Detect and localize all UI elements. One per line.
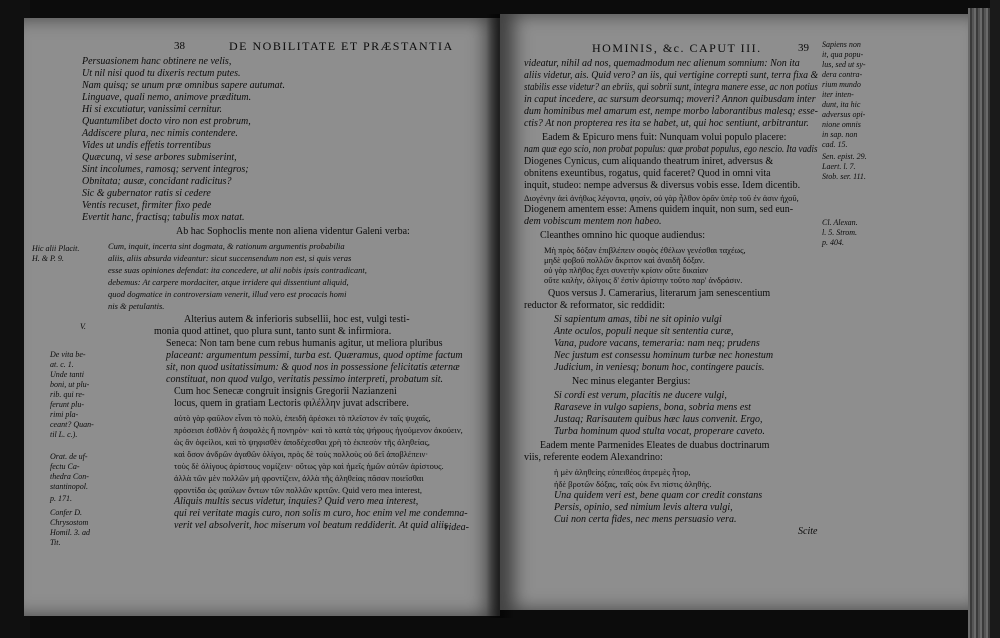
left-running-header: DE NOBILITATE ET PRÆSTANTIA (229, 39, 454, 53)
margin-note: iter inten- (822, 90, 854, 99)
margin-note: V. (80, 322, 86, 331)
margin-note: nione omnis (822, 120, 861, 129)
right-page (500, 14, 968, 610)
scan-right-edge (990, 0, 1000, 638)
text-line: Diogenes Cynicus, cum aliquando theatrum iniret, adversus & (524, 156, 774, 167)
text-line: Si cordi est verum, placitis ne ducere vulgi, (554, 390, 727, 401)
margin-note: at. c. 1. (50, 360, 74, 369)
text-line: in caput incedere, ac sursum deorsumq; moveri? Annon quibusdam inter (524, 94, 816, 105)
text-line: Μὴ πρὸς δόξαν ἐπιβλέπειν σοφὸς ἐθέλων γενέσθαι ταχέως, (544, 245, 746, 255)
margin-note: dera contra- (822, 70, 863, 79)
text-line: qui rei veritate magis curo, non solis m curo, hoc enim vel me condemna- (174, 508, 468, 519)
text-line: Quæcunq, vi sese arbores submiserint, (82, 152, 237, 163)
text-line: constituat, non quod vulgo, veritatis pessimo interpreti, probatum sit. (166, 374, 444, 385)
text-line: Raraseve in vulgo sapiens, bona, sobria mens est (554, 402, 751, 413)
margin-note: cad. 15. (822, 140, 848, 149)
text-line: Seneca: Non tam bene cum rebus humanis agitur, ut meliora pluribus (166, 338, 443, 349)
margin-note: Stob. ser. 111. (822, 172, 866, 181)
margin-note: til L. c.). (50, 430, 78, 439)
margin-note: Confer D. (50, 508, 82, 517)
text-line: αὐτὸ γὰρ φαῦλον εἶναι τὸ πολὺ, ἐπειδὴ ἀρέσκει τὸ πλεῖστον ἐν ταῖς ψυχαῖς, (174, 413, 431, 423)
left-page (24, 18, 500, 616)
margin-note: Chrysostom (50, 518, 89, 527)
text-line: Eadem & Epicuro mens fuit: Nunquam volui populo placere: (542, 132, 787, 143)
margin-note: Orat. de uf- (50, 452, 88, 461)
margin-note: thedra Con- (50, 472, 89, 481)
text-line: ὡς ἂν ὀφείλοι, καὶ τὸ ψηφισθὲν ἀποδέχεσθαι χρὴ τὸ ἐκπεσὸν τῆς ἀληθείας, (174, 437, 430, 447)
text-line: Ventis recuset, firmiter fixo pede (82, 200, 212, 211)
text-line: μηδὲ φοβοῦ πολλῶν ἄκριτον καὶ ἀναιδῆ δόξαν. (544, 255, 705, 265)
right-folio: 39 (798, 42, 809, 54)
margin-note: it, qua popu- (822, 50, 864, 59)
margin-note: Tit. (50, 538, 61, 547)
text-line: Linguave, quali nemo, animove præditum. (82, 92, 252, 103)
text-line: Persuasionem hanc obtinere ne velis, (82, 56, 232, 67)
margin-note: stantinopol. (50, 482, 89, 491)
text-line: Si sapientum amas, tibi ne sit opinio vulgi (554, 314, 722, 325)
text-line: Nec minus eleganter Bergius: (572, 376, 691, 387)
text-line: Turba hominum quod stulta vocat, properare caveto. (554, 426, 765, 437)
margin-note: fectu Ca- (50, 462, 80, 471)
text-line: viis, referente eodem Alexandrino: (524, 452, 663, 463)
margin-note: De vita be- (50, 350, 86, 359)
text-line: ἠδὲ βροτῶν δόξας, ταῖς οὐκ ἔνι πίστις ἀληθής. (554, 479, 712, 489)
margin-note: ferunt plu- (50, 400, 84, 409)
text-line: Vides ut undis effetis torrentibus (82, 140, 211, 151)
text-line: inquit, studeo: nempe adversus & diversus vobis esse. Idem dicentib. (524, 180, 801, 191)
text-line: Sic & gubernator ratis si cedere (82, 188, 211, 199)
text-line: quod dogmatice in controversiam venerit, illud vero est procacis homi (108, 289, 347, 299)
right-catchword: Scite (798, 526, 818, 537)
text-line: Nam quisq; se unum præ omnibus sapere autumat. (82, 80, 285, 91)
left-catchword: videa- (444, 522, 469, 533)
text-line: Persis, opinio, sed nimium levis altera vulgi, (554, 502, 733, 513)
margin-note: Sen. epist. 29. (822, 152, 867, 161)
text-line: Sint incolumes, ramosq; servent integros; (82, 164, 249, 175)
text-line: οὐ γὰρ πλῆθος ἔχει συνετὴν κρίσιν οὔτε δικαίαν (544, 265, 708, 275)
text-line: Quantumlibet docto viro non est probrum, (82, 116, 251, 127)
text-line: dem vobiscum mentem non habeo. (524, 216, 662, 227)
text-line: locus, quem in gratiam Lectoris φιλέλλην juvat adscribere. (174, 398, 409, 409)
text-line: Judicium, in veniesq; bonum hoc, contingere paucis. (554, 362, 765, 373)
text-line: Obnitata; ausæ, concidant radicitus? (82, 176, 232, 187)
text-line: πρόσεισι ἐσθλὸν ἢ ἀσφαλὲς ἢ πονηρὸν· καὶ τὸ κατὰ τὰς ψήφους ἡγούμενον ἀκούειν, (174, 425, 463, 435)
left-folio: 38 (174, 40, 185, 52)
margin-note: in sap. non (822, 130, 858, 139)
text-line: debemus: At carpere mordaciter, atque irridere qui dissentiunt aliquid, (108, 277, 349, 287)
margin-note: lus, sed ut sy- (822, 60, 866, 69)
text-line: Hi si excutiatur, vanissimi cernitur. (82, 104, 222, 115)
text-line: Cum hoc Senecæ congruit insignis Gregorii Nazianzeni (174, 386, 397, 397)
text-line: esse suas opiniones defendat: ita concedere, ut alii nobis ipsis contradicant, (108, 265, 367, 275)
text-line: Vana, pudore vacans, temeraria: nam neq; prudens (554, 338, 760, 349)
text-line: ἡ μὲν ἀληθείης εὐπειθέος ἀτρεμὲς ἦτορ, (554, 467, 691, 477)
margin-note: Cl. Alexan. (822, 218, 858, 227)
text-line: obnitens exeuntibus, rogatus, quid faceret? Quod in omni vita (524, 168, 771, 179)
margin-note: boni, ut plu- (50, 380, 90, 389)
text-line: monia quod attinet, quo plura sunt, tanto sunt & infirmiora. (154, 326, 392, 337)
text-line: Ab hac Sophoclis mente non aliena videntur Galeni verba: (176, 226, 410, 237)
text-line: Ante oculos, populi neque sit sententia curæ, (554, 326, 734, 337)
text-line: Diogenem amentem esse: Amens quidem inquit, non sum, sed eun- (524, 204, 794, 215)
text-line: nis & petulantis. (108, 301, 165, 311)
text-line: Aliquis multis secus videtur, inquies? Quid vero mea interest, (174, 496, 419, 507)
text-line: Alterius autem & inferioris subsellii, hoc est, vulgi testi- (184, 314, 410, 325)
margin-note: rimi pla- (50, 410, 79, 419)
text-line: stabilis esse videtur? an ebriis, qui sobrii sunt, integra manere esse, ac non potius (524, 82, 818, 93)
text-line: Justaq; Rarisautem quibus hæc laus convenit. Ergo, (554, 414, 763, 425)
margin-note: p. 404. (822, 238, 844, 247)
text-line: sit, non quod usitatissimum: & quod nos in possessione felicitatis æternæ (166, 362, 460, 373)
text-line: dum hominibus mel amarum est, nempe morbo laborantibus malesq; esse- (524, 106, 818, 117)
margin-note: Hic alii Placit. (32, 244, 80, 253)
text-line: Eadem mente Parmenides Eleates de duabus doctrinarum (540, 440, 770, 451)
text-line: ctis? At non propterea res ita se habet, ut, qui hoc sentiunt, arbitrantur. (524, 118, 809, 129)
text-line: aliis videtur, ais. Quid vero? an iis, qui vertigine correpti sunt, terra fixa & (524, 70, 819, 81)
margin-note: Sapiens non (822, 40, 861, 49)
text-line: Cleanthes omnino hic quoque audiendus: (540, 230, 705, 241)
margin-note: l. 5. Strom. (822, 228, 858, 237)
text-line: ἀλλὰ τῶν μὲν πολλῶν μὴ φροντίζειν, ἀλλὰ τῆς ἀληθείας πᾶσαν ποιεῖσθαι (174, 473, 424, 483)
margin-note: Homil. 3. ad (50, 528, 90, 537)
text-line: Διογένην ἀεὶ ἀνήθως λέγοντα, φησίν, οὐ γὰρ ἦλθον ὁρᾶν ὑπὲρ τοῦ ἐν ἀσιν ἠχοῦ, (524, 193, 799, 203)
text-line: videatur, nihil ad nos, quemadmodum nec alienum somnium: Non ita (524, 58, 800, 69)
text-line: καὶ ὅσον ἀνδρῶν ἀγαθῶν ὀλίγοι, πρὸς δὲ τοὺς πολλοὺς οὐ δεῖ ἀποβλέπειν· (174, 449, 429, 459)
margin-note: Unde tanti (50, 370, 84, 379)
text-line: Quos versus J. Camerarius, literarum jam senescentium (548, 288, 771, 299)
margin-note: Laert. l. 7. (822, 162, 856, 171)
text-line: Evertit hanc, fractisq; tabulis mox natat. (82, 212, 245, 223)
text-line: verit vel absolverit, hoc miserum vol beatum reddiderit. At quid aliis (174, 520, 448, 531)
text-line: φροντίδα ὡς φαύλων ὄντων τῶν πολλῶν κριτῶν. Quid vero mea interest, (174, 485, 422, 495)
text-line: Cui non certa fides, nec mens persuasio vera. (554, 514, 737, 525)
margin-note: ceant? Quan- (50, 420, 94, 429)
text-line: τοὺς δὲ ὀλίγους ἀρίστους νομίζειν· οὕτως γὰρ καὶ ἡμεῖς ἡμῶν αὐτῶν ἀρίστους. (174, 461, 444, 471)
text-line: nam quæ ego scio, non probat populus: quæ probat populus, ego nescio. Ita vadis (524, 144, 818, 155)
margin-note: adversus opi- (822, 110, 866, 119)
margin-note: p. 171. (50, 494, 72, 503)
right-running-header: HOMINIS, &c. CAPUT III. (592, 41, 762, 55)
text-line: reductor & reformator, sic reddidit: (524, 300, 665, 311)
text-line: οὔτε καλὴν, ὀλίγοις δ' ἐστὶν ἀρίστην τοῦτο παρ' ἀνδράσιν. (544, 275, 743, 285)
text-line: placeant: argumentum pessimi, turba est. Quæramus, quod optime factum (166, 350, 463, 361)
text-line: aliis, aliis absurda videantur: sicut succensendum non est, si quis veras (108, 253, 352, 263)
margin-note: H. & P. 9. (32, 254, 64, 263)
text-line: Una quidem veri est, bene quam cor credit constans (554, 490, 763, 501)
text-line: Cum, inquit, incerta sint dogmata, & rationum argumentis probabilia (108, 241, 345, 251)
margin-note: rib. qui re- (50, 390, 85, 399)
text-line: Nec justum est consessu hominum turbæ nec honestum (554, 350, 774, 361)
margin-note: rium mundo (822, 80, 861, 89)
text-line: Ut nil nisi quod tu dixeris rectum putes. (82, 68, 241, 79)
text-line: Addiscere plura, nec nimis contendere. (82, 128, 238, 139)
margin-note: dunt, ita hic (822, 100, 861, 109)
